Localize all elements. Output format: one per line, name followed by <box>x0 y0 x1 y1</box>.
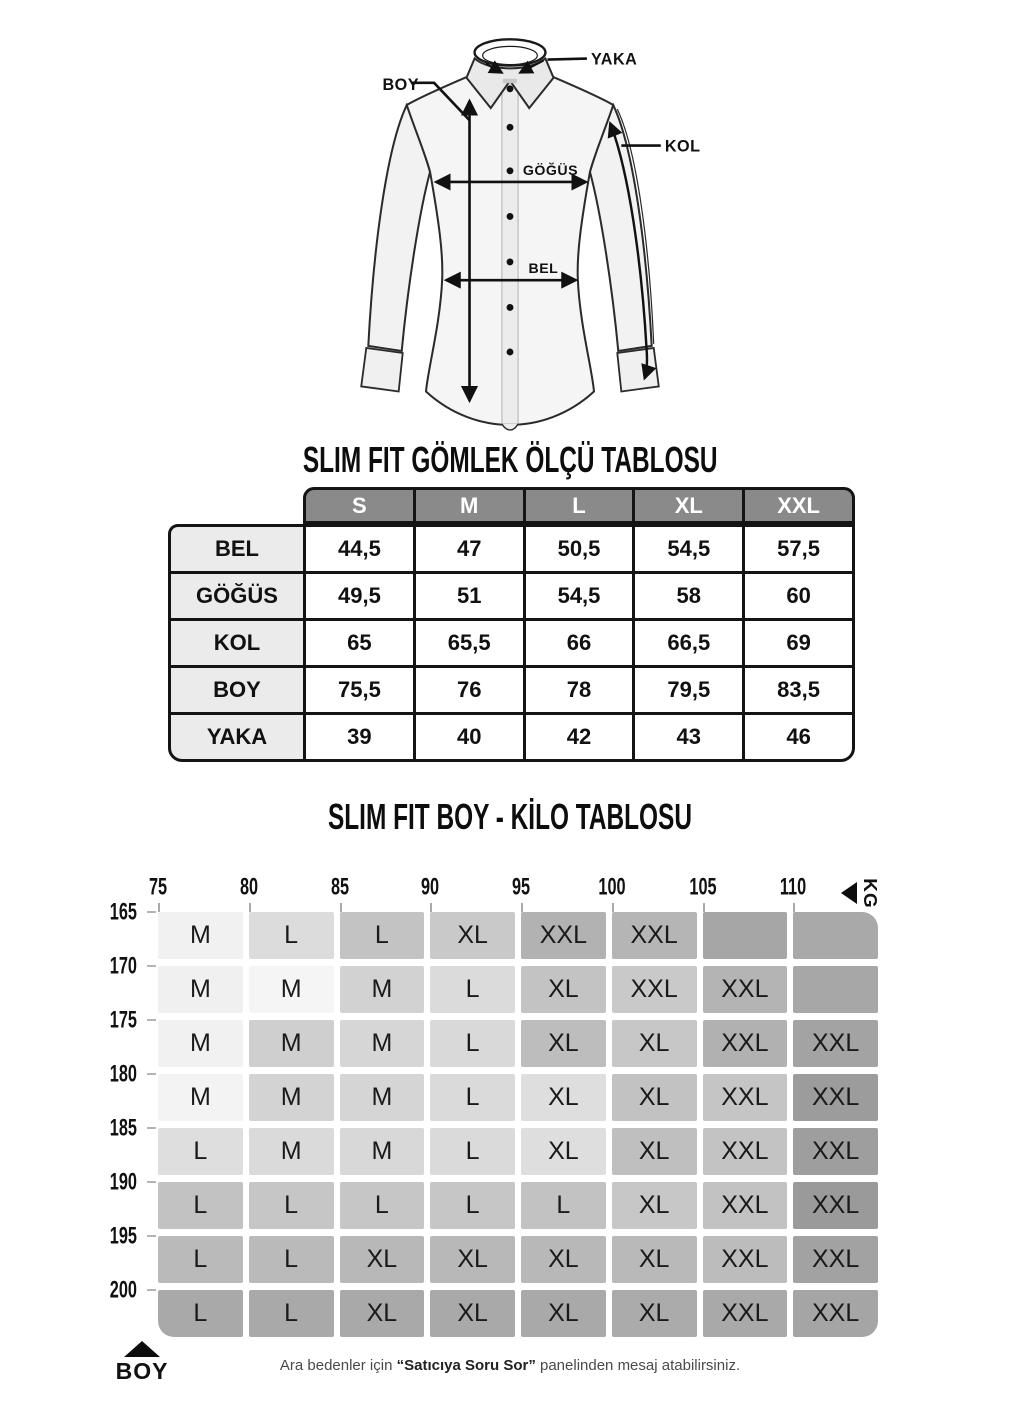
bottom-row <box>0 1341 1020 1411</box>
size-col-header: S <box>306 490 413 521</box>
matrix-cell: XL <box>340 1236 425 1283</box>
size-value-cell: 66 <box>526 621 633 665</box>
size-value-cell: 47 <box>416 527 523 571</box>
bel-diagram-label: BEL <box>528 261 559 278</box>
matrix-cell: XL <box>521 1128 606 1175</box>
kg-tick-mark <box>793 903 795 912</box>
matrix-cell: M <box>340 1074 425 1121</box>
size-row-label: BOY <box>171 668 303 712</box>
size-value-cell: 58 <box>635 574 742 618</box>
kg-tick-mark <box>340 903 342 912</box>
boy-tick-mark <box>147 1073 156 1075</box>
shirt-left-cuff <box>361 348 402 392</box>
matrix-cell <box>793 912 878 959</box>
matrix-cell: XXL <box>793 1128 878 1175</box>
matrix-cell: XXL <box>612 912 697 959</box>
matrix-cell: XXL <box>521 912 606 959</box>
matrix-cell: XXL <box>612 966 697 1013</box>
matrix-cell: M <box>249 1128 334 1175</box>
kg-tick-label: 110 <box>780 872 807 901</box>
matrix-cell: XL <box>612 1290 697 1337</box>
matrix-cell: M <box>158 912 243 959</box>
kg-axis-cell <box>421 870 515 912</box>
matrix-cell: L <box>249 1182 334 1229</box>
matrix-cell: XL <box>612 1020 697 1067</box>
size-row-label: YAKA <box>171 715 303 759</box>
size-value-cell: 65,5 <box>416 621 523 665</box>
boy-tick-label: 170 <box>110 951 138 980</box>
matrix-cell: XXL <box>703 1020 788 1067</box>
matrix-cell: XL <box>612 1182 697 1229</box>
kg-axis-cell <box>239 870 334 912</box>
kg-tick-label: 75 <box>148 872 168 901</box>
kg-tick-mark <box>521 903 523 912</box>
size-value-cell: 57,5 <box>745 527 852 571</box>
matrix-cell: XL <box>612 1128 697 1175</box>
kg-axis-cell <box>330 870 425 912</box>
matrix-cell: XXL <box>703 1182 788 1229</box>
kg-axis-marker <box>841 876 880 910</box>
matrix-cell: XXL <box>703 1074 788 1121</box>
size-value-cell: 75,5 <box>306 668 413 712</box>
matrix-cell: M <box>340 1020 425 1067</box>
matrix-cell: XL <box>521 1290 606 1337</box>
size-value-cell: 49,5 <box>306 574 413 618</box>
kg-tick-mark <box>158 903 160 912</box>
boy-diagram-label: BOY <box>382 75 420 94</box>
shirt-illustration <box>295 16 725 436</box>
size-row-label: BEL <box>171 527 303 571</box>
boy-tick-label: 200 <box>110 1275 138 1304</box>
size-row-label: KOL <box>171 621 303 665</box>
matrix-cell: L <box>340 1182 425 1229</box>
matrix-cell: XL <box>521 1236 606 1283</box>
matrix-cell: XXL <box>793 1290 878 1337</box>
matrix-cell: M <box>340 966 425 1013</box>
size-table-header <box>303 487 855 524</box>
size-value-cell: 66,5 <box>635 621 742 665</box>
boy-tick-mark <box>147 911 156 913</box>
matrix-cell: L <box>158 1236 243 1283</box>
matrix-cell: XL <box>430 912 515 959</box>
size-value-cell: 54,5 <box>526 574 633 618</box>
matrix-cell: XL <box>430 1290 515 1337</box>
size-col-header: XXL <box>745 490 852 521</box>
boy-tick-label: 175 <box>110 1005 138 1034</box>
size-col-header: M <box>416 490 523 521</box>
kg-tick-label: 95 <box>511 872 531 901</box>
matrix-cell <box>793 966 878 1013</box>
matrix-cell: XXL <box>793 1182 878 1229</box>
matrix-cell: L <box>158 1290 243 1337</box>
gogus-diagram-label: GÖĞÜS <box>522 162 579 179</box>
matrix-cell: XL <box>612 1236 697 1283</box>
matrix-cell: M <box>249 1020 334 1067</box>
matrix-cell: M <box>158 966 243 1013</box>
kg-axis-arrow-icon <box>841 882 857 904</box>
size-row-label: GÖĞÜS <box>171 574 303 618</box>
boy-tick-label: 195 <box>110 1221 138 1250</box>
boy-tick-mark <box>147 1235 156 1237</box>
size-col-header: XL <box>635 490 742 521</box>
matrix-cell: M <box>249 1074 334 1121</box>
boy-tick-mark <box>147 965 156 967</box>
size-value-cell: 76 <box>416 668 523 712</box>
kg-tick-label: 90 <box>421 872 440 901</box>
kg-tick-label: 100 <box>598 872 626 901</box>
size-table-title: SLIM FIT GÖMLEK ÖLÇÜ TABLOSU <box>302 439 718 480</box>
boy-tick-mark <box>147 1019 156 1021</box>
matrix-cell: XXL <box>703 966 788 1013</box>
size-value-cell: 46 <box>745 715 852 759</box>
boy-tick-label: 185 <box>110 1113 138 1142</box>
matrix-cell: XXL <box>793 1074 878 1121</box>
boy-tick-label: 165 <box>110 897 138 926</box>
matrix-cell: XL <box>430 1236 515 1283</box>
matrix-cell: XL <box>612 1074 697 1121</box>
matrix-cell: L <box>249 1290 334 1337</box>
boy-axis <box>100 897 158 1337</box>
size-value-cell: 60 <box>745 574 852 618</box>
shirt-right-cuff <box>617 348 658 392</box>
kol-diagram-label: KOL <box>664 137 701 156</box>
yaka-diagram-label: YAKA <box>590 50 638 69</box>
matrix-cell: XL <box>340 1290 425 1337</box>
matrix-cell: XL <box>521 966 606 1013</box>
boy-tick-label: 190 <box>110 1167 138 1196</box>
boy-tick-mark <box>147 1181 156 1183</box>
size-value-cell: 44,5 <box>306 527 413 571</box>
boy-axis-cell <box>100 1275 158 1337</box>
matrix-cell: L <box>249 912 334 959</box>
size-value-cell: 40 <box>416 715 523 759</box>
boy-tick-label: 180 <box>110 1059 138 1088</box>
size-value-cell: 54,5 <box>635 527 742 571</box>
kg-axis-cell <box>148 870 243 912</box>
size-table-body <box>168 524 855 762</box>
kg-tick-label: 105 <box>688 872 717 901</box>
size-value-cell: 78 <box>526 668 633 712</box>
matrix-cell: L <box>340 912 425 959</box>
kg-tick-mark <box>430 903 432 912</box>
matrix-cell: L <box>430 966 515 1013</box>
matrix-cell: M <box>340 1128 425 1175</box>
size-value-cell: 69 <box>745 621 852 665</box>
matrix-cell: XXL <box>703 1236 788 1283</box>
matrix-cell: XXL <box>793 1236 878 1283</box>
footer-prefix: Ara bedenler için <box>279 1357 397 1374</box>
matrix-cell: L <box>430 1128 515 1175</box>
matrix-cell: L <box>249 1236 334 1283</box>
matrix-table-title: SLIM FIT BOY - KİLO TABLOSU <box>327 796 693 837</box>
boy-axis-marker <box>112 1341 172 1385</box>
kg-axis-label: KG <box>859 877 880 909</box>
kg-tick-label: 80 <box>239 872 258 901</box>
matrix-cell: L <box>430 1182 515 1229</box>
kg-tick-label: 85 <box>330 872 349 901</box>
boy-axis-arrow-icon <box>124 1341 160 1357</box>
matrix-cell: L <box>158 1182 243 1229</box>
matrix-cell: L <box>430 1074 515 1121</box>
kg-axis <box>148 870 880 912</box>
boy-axis-label: BOY <box>115 1358 169 1384</box>
boy-tick-mark <box>147 1289 156 1291</box>
size-value-cell: 65 <box>306 621 413 665</box>
size-value-cell: 39 <box>306 715 413 759</box>
size-table <box>168 487 855 762</box>
size-value-cell: 43 <box>635 715 742 759</box>
matrix-cell: M <box>158 1074 243 1121</box>
matrix-cell: L <box>430 1020 515 1067</box>
size-value-cell: 83,5 <box>745 668 852 712</box>
matrix-cell: XL <box>521 1074 606 1121</box>
matrix-cell <box>703 912 788 959</box>
matrix-grid <box>158 912 878 1337</box>
matrix-table <box>100 870 878 1337</box>
kg-tick-mark <box>612 903 614 912</box>
matrix-cell: XL <box>521 1020 606 1067</box>
shirt-diagram <box>295 16 725 441</box>
matrix-cell: XXL <box>793 1020 878 1067</box>
matrix-cell: XXL <box>703 1128 788 1175</box>
size-value-cell: 51 <box>416 574 523 618</box>
footer-suffix: panelinden mesaj atabilirsiniz. <box>535 1357 741 1374</box>
size-value-cell: 42 <box>526 715 633 759</box>
matrix-cell: XXL <box>703 1290 788 1337</box>
matrix-cell: M <box>158 1020 243 1067</box>
boy-tick-mark <box>147 1127 156 1129</box>
size-value-cell: 79,5 <box>635 668 742 712</box>
kg-tick-mark <box>703 903 705 912</box>
matrix-cell: M <box>249 966 334 1013</box>
kg-tick-mark <box>249 903 251 912</box>
matrix-cell: L <box>158 1128 243 1175</box>
matrix-cell: L <box>521 1182 606 1229</box>
footer-bold: “Satıcıya Soru Sor” <box>396 1357 536 1374</box>
size-value-cell: 50,5 <box>526 527 633 571</box>
size-col-header: L <box>526 490 633 521</box>
